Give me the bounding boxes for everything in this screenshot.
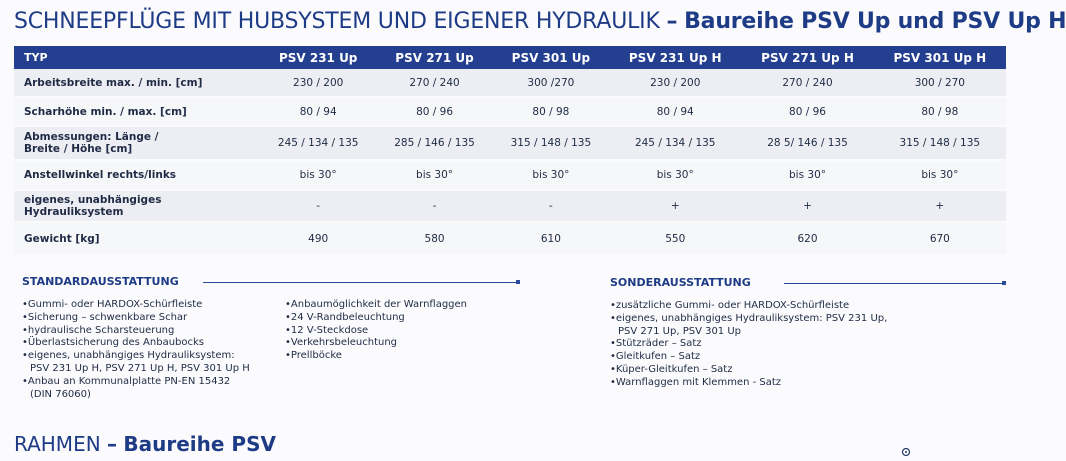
- rahmen-main: RAHMEN: [14, 432, 101, 456]
- feature-item: • Gleitkufen – Satz: [610, 351, 1000, 364]
- feature-item: • hydraulische Scharsteuerung: [22, 325, 287, 338]
- header-model: PSV 271 Up H: [741, 46, 873, 69]
- feature-item: • Verkehrsbeleuchtung: [285, 337, 525, 350]
- header-model: PSV 301 Up: [493, 46, 609, 69]
- section-title-rahmen: [14, 432, 276, 456]
- spec-cell: -: [260, 190, 376, 222]
- spec-cell: 670: [874, 222, 1006, 255]
- spec-cell: 610: [493, 222, 609, 255]
- spec-header-row: [14, 46, 1006, 69]
- special-list: [610, 300, 1000, 390]
- spec-cell: 550: [609, 222, 741, 255]
- special-rule: [784, 283, 1004, 284]
- page-title: [14, 9, 1066, 34]
- feature-item: • Warnflaggen mit Klemmen - Satz: [610, 377, 1000, 390]
- special-title: SONDERAUSSTATTUNG: [610, 276, 751, 289]
- spec-cell: 285 / 146 / 135: [376, 126, 492, 160]
- spec-row: [14, 69, 1006, 97]
- feature-item: • 12 V-Steckdose: [285, 325, 525, 338]
- spec-cell: 580: [376, 222, 492, 255]
- spec-cell: 80 / 96: [741, 97, 873, 126]
- header-typ: TYP: [14, 46, 260, 69]
- standard-list-1: [22, 299, 287, 401]
- feature-item: • Sicherung – schwenkbare Schar: [22, 312, 287, 325]
- feature-item: • 24 V-Randbeleuchtung: [285, 312, 525, 325]
- spec-cell: 300 / 270: [874, 69, 1006, 97]
- spec-cell: -: [493, 190, 609, 222]
- spec-row-label: Arbeitsbreite max. / min. [cm]: [14, 69, 260, 97]
- spec-row-label: eigenes, unabhängiges Hydrauliksystem: [14, 190, 260, 222]
- spec-row-label: Gewicht [kg]: [14, 222, 260, 255]
- standard-list-2: [285, 299, 525, 363]
- feature-item: • Überlastsicherung des Anbaubocks: [22, 337, 287, 350]
- spec-cell: 300 /270: [493, 69, 609, 97]
- spec-cell: 270 / 240: [741, 69, 873, 97]
- spec-cell: 620: [741, 222, 873, 255]
- spec-row: [14, 222, 1006, 255]
- feature-item: • zusätzliche Gummi- oder HARDOX-Schürfleiste: [610, 300, 1000, 313]
- spec-row: [14, 97, 1006, 126]
- rahmen-dash: –: [107, 432, 118, 456]
- page-mark-icon: [901, 447, 911, 457]
- spec-table: [14, 46, 1006, 256]
- spec-row: [14, 126, 1006, 160]
- spec-cell: 28 5/ 146 / 135: [741, 126, 873, 160]
- spec-cell: +: [609, 190, 741, 222]
- rahmen-series: Baureihe PSV: [123, 432, 276, 456]
- spec-cell: bis 30°: [493, 160, 609, 190]
- spec-row-label: Scharhöhe min. / max. [cm]: [14, 97, 260, 126]
- spec-row: [14, 190, 1006, 222]
- spec-cell: 80 / 98: [874, 97, 1006, 126]
- spec-cell: 80 / 94: [260, 97, 376, 126]
- feature-item: • Küper-Gleitkufen – Satz: [610, 364, 1000, 377]
- spec-row-label: Anstellwinkel rechts/links: [14, 160, 260, 190]
- spec-cell: +: [741, 190, 873, 222]
- spec-cell: bis 30°: [376, 160, 492, 190]
- spec-cell: bis 30°: [609, 160, 741, 190]
- spec-cell: 245 / 134 / 135: [260, 126, 376, 160]
- spec-cell: 80 / 96: [376, 97, 492, 126]
- spec-cell: -: [376, 190, 492, 222]
- title-dash: –: [666, 9, 678, 34]
- feature-item: • Anbau an Kommunalplatte PN-EN 15432 (DIN 76060): [22, 376, 287, 402]
- spec-cell: 80 / 98: [493, 97, 609, 126]
- spec-row-label: Abmessungen: Länge / Breite / Höhe [cm]: [14, 126, 260, 160]
- title-series: Baureihe PSV Up und PSV Up H: [684, 9, 1066, 34]
- spec-cell: 245 / 134 / 135: [609, 126, 741, 160]
- spec-cell: 230 / 200: [609, 69, 741, 97]
- spec-cell: 80 / 94: [609, 97, 741, 126]
- spec-cell: 315 / 148 / 135: [493, 126, 609, 160]
- header-model: PSV 231 Up: [260, 46, 376, 69]
- feature-item: • Stützräder – Satz: [610, 338, 1000, 351]
- spec-cell: 230 / 200: [260, 69, 376, 97]
- spec-cell: +: [874, 190, 1006, 222]
- feature-item: • Prellböcke: [285, 350, 525, 363]
- spec-cell: bis 30°: [741, 160, 873, 190]
- header-model: PSV 271 Up: [376, 46, 492, 69]
- feature-item: • Anbaumöglichkeit der Warnflaggen: [285, 299, 525, 312]
- feature-item: • eigenes, unabhängiges Hydrauliksystem: PSV 231 Up, PSV 271 Up, PSV 301 Up: [610, 313, 1000, 339]
- header-model: PSV 231 Up H: [609, 46, 741, 69]
- spec-cell: 270 / 240: [376, 69, 492, 97]
- spec-row: [14, 160, 1006, 190]
- spec-cell: 490: [260, 222, 376, 255]
- spec-cell: bis 30°: [874, 160, 1006, 190]
- feature-item: • eigenes, unabhängiges Hydrauliksystem: PSV 231 Up H, PSV 271 Up H, PSV 301 Up H: [22, 350, 287, 376]
- standard-title: STANDARDAUSSTATTUNG: [22, 275, 179, 288]
- spec-cell: bis 30°: [260, 160, 376, 190]
- feature-item: • Gummi- oder HARDOX-Schürfleiste: [22, 299, 287, 312]
- spec-cell: 315 / 148 / 135: [874, 126, 1006, 160]
- title-main: SCHNEEPFLÜGE MIT HUBSYSTEM UND EIGENER HYDRAULIK: [14, 9, 660, 34]
- header-model: PSV 301 Up H: [874, 46, 1006, 69]
- standard-rule: [203, 282, 518, 283]
